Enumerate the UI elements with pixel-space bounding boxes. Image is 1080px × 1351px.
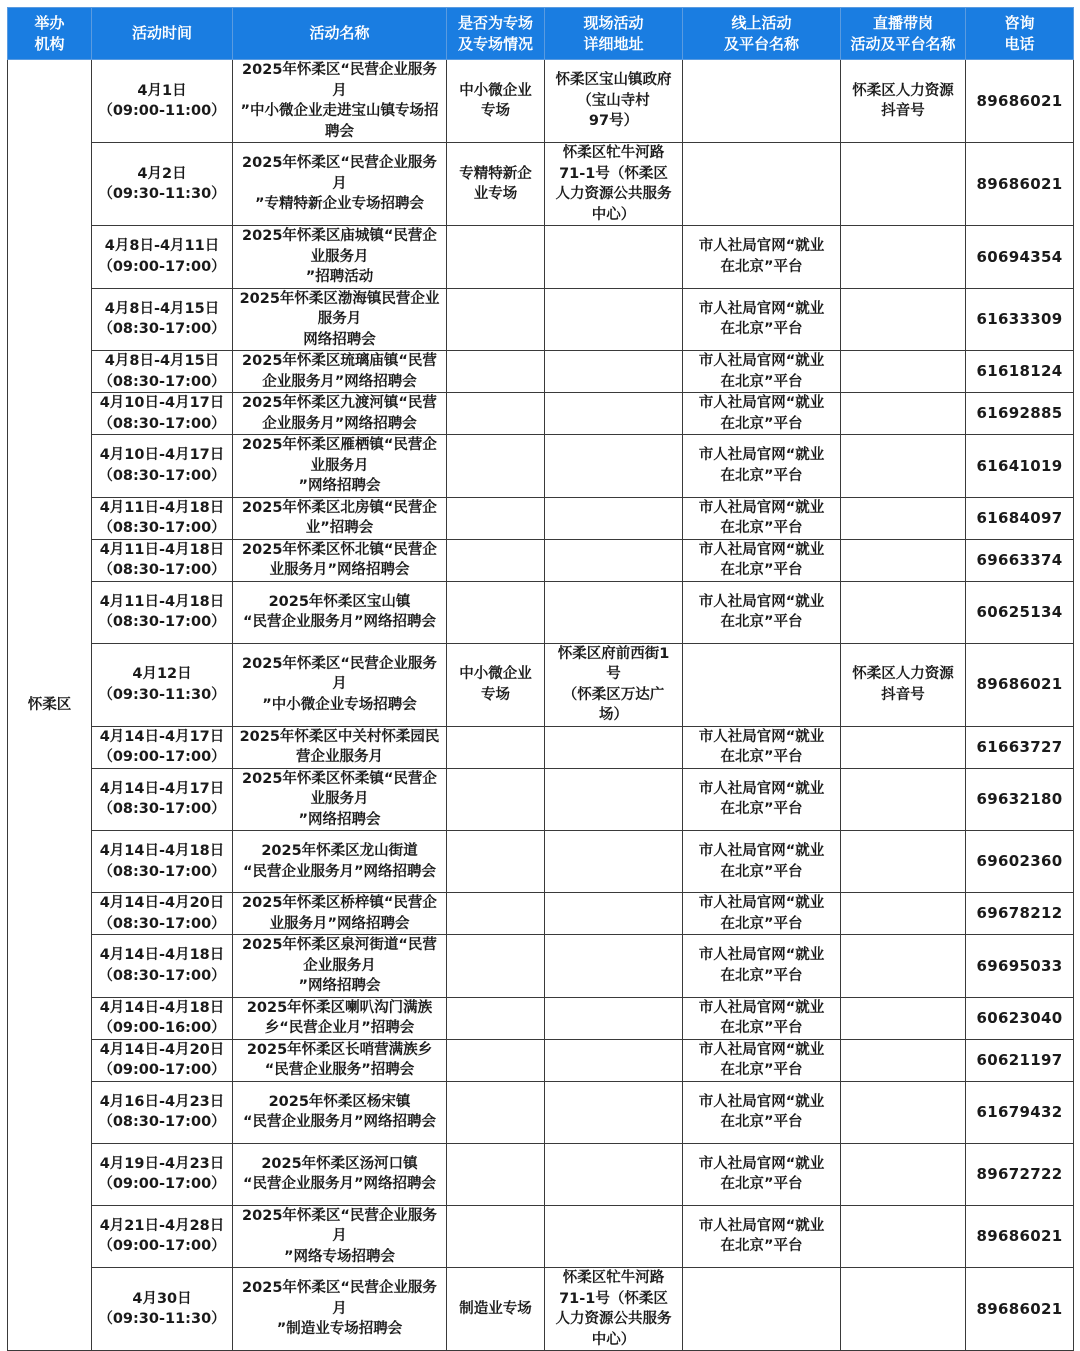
time-cell: 4月30日 （09:30-11:30）: [92, 1268, 233, 1351]
activity-name-cell: 2025年怀柔区桥梓镇“民营企业服务月”网络招聘会: [233, 893, 447, 935]
online-platform-cell: 市人社局官网“就业 在北京”平台: [683, 351, 841, 393]
online-platform-cell: 市人社局官网“就业 在北京”平台: [683, 1039, 841, 1081]
special-cell: [447, 768, 545, 831]
live-platform-cell: [841, 288, 966, 351]
special-cell: [447, 393, 545, 435]
address-cell: [545, 1081, 683, 1143]
special-cell: [447, 935, 545, 998]
online-platform-cell: 市人社局官网“就业 在北京”平台: [683, 935, 841, 998]
header-time: 活动时间: [92, 8, 233, 60]
phone-cell: 69663374: [966, 539, 1074, 581]
time-cell: 4月16日-4月23日 （08:30-17:00）: [92, 1081, 233, 1143]
activity-name-cell: 2025年怀柔区北房镇“民营企业”招聘会: [233, 497, 447, 539]
online-platform-cell: [683, 60, 841, 143]
time-cell: 4月11日-4月18日 （08:30-17:00）: [92, 581, 233, 643]
phone-cell: 61679432: [966, 1081, 1074, 1143]
online-platform-cell: 市人社局官网“就业 在北京”平台: [683, 435, 841, 498]
address-cell: [545, 768, 683, 831]
time-cell: 4月11日-4月18日 （08:30-17:00）: [92, 539, 233, 581]
address-cell: [545, 1143, 683, 1205]
online-platform-cell: 市人社局官网“就业 在北京”平台: [683, 539, 841, 581]
table-row: [8, 288, 1074, 351]
time-cell: 4月14日-4月17日 （09:00-17:00）: [92, 726, 233, 768]
table-body: [8, 60, 1074, 1351]
live-platform-cell: [841, 935, 966, 998]
online-platform-cell: 市人社局官网“就业 在北京”平台: [683, 997, 841, 1039]
special-cell: [447, 1081, 545, 1143]
online-platform-cell: 市人社局官网“就业 在北京”平台: [683, 288, 841, 351]
table-row: [8, 643, 1074, 726]
activity-name-cell: 2025年怀柔区长哨营满族乡 “民营企业服务”招聘会: [233, 1039, 447, 1081]
activity-name-cell: 2025年怀柔区杨宋镇 “民营企业服务月”网络招聘会: [233, 1081, 447, 1143]
special-cell: [447, 1039, 545, 1081]
address-cell: [545, 226, 683, 289]
table-row: [8, 1205, 1074, 1268]
address-cell: [545, 1205, 683, 1268]
address-cell: 怀柔区府前西街1 号 （怀柔区万达广 场）: [545, 643, 683, 726]
phone-cell: 61684097: [966, 497, 1074, 539]
special-cell: [447, 893, 545, 935]
address-cell: 怀柔区宝山镇政府 （宝山寺村 97号）: [545, 60, 683, 143]
time-cell: 4月10日-4月17日 （08:30-17:00）: [92, 393, 233, 435]
address-cell: [545, 997, 683, 1039]
activity-name-cell: 2025年怀柔区九渡河镇“民营企业服务月”网络招聘会: [233, 393, 447, 435]
activity-name-cell: 2025年怀柔区喇叭沟门满族乡“民营企业月”招聘会: [233, 997, 447, 1039]
address-cell: [545, 393, 683, 435]
time-cell: 4月14日-4月20日 （09:00-17:00）: [92, 1039, 233, 1081]
time-cell: 4月8日-4月15日 （08:30-17:00）: [92, 351, 233, 393]
activity-name-cell: 2025年怀柔区“民营企业服务月 ”中小微企业走进宝山镇专场招聘会: [233, 60, 447, 143]
table-row: [8, 539, 1074, 581]
special-cell: 制造业专场: [447, 1268, 545, 1351]
address-cell: [545, 288, 683, 351]
live-platform-cell: [841, 539, 966, 581]
live-platform-cell: [841, 1143, 966, 1205]
live-platform-cell: [841, 226, 966, 289]
time-cell: 4月21日-4月28日 （09:00-17:00）: [92, 1205, 233, 1268]
activity-name-cell: 2025年怀柔区渤海镇民营企业服务月 网络招聘会: [233, 288, 447, 351]
activity-name-cell: 2025年怀柔区泉河街道“民营企业服务月 ”网络招聘会: [233, 935, 447, 998]
table-row: [8, 893, 1074, 935]
time-cell: 4月19日-4月23日 （09:00-17:00）: [92, 1143, 233, 1205]
address-cell: [545, 497, 683, 539]
phone-cell: 60694354: [966, 226, 1074, 289]
activity-name-cell: 2025年怀柔区宝山镇 “民营企业服务月”网络招聘会: [233, 581, 447, 643]
phone-cell: 60623040: [966, 997, 1074, 1039]
special-cell: [447, 288, 545, 351]
phone-cell: 60625134: [966, 581, 1074, 643]
address-cell: [545, 351, 683, 393]
live-platform-cell: 怀柔区人力资源 抖音号: [841, 643, 966, 726]
live-platform-cell: [841, 351, 966, 393]
activity-name-cell: 2025年怀柔区琉璃庙镇“民营企业服务月”网络招聘会: [233, 351, 447, 393]
online-platform-cell: 市人社局官网“就业 在北京”平台: [683, 393, 841, 435]
special-cell: [447, 831, 545, 893]
table-row: [8, 351, 1074, 393]
online-platform-cell: 市人社局官网“就业 在北京”平台: [683, 1143, 841, 1205]
time-cell: 4月2日 （09:30-11:30）: [92, 143, 233, 226]
live-platform-cell: 怀柔区人力资源 抖音号: [841, 60, 966, 143]
special-cell: [447, 997, 545, 1039]
table-row: [8, 997, 1074, 1039]
header-online: 线上活动 及平台名称: [683, 8, 841, 60]
online-platform-cell: 市人社局官网“就业 在北京”平台: [683, 893, 841, 935]
special-cell: [447, 539, 545, 581]
phone-cell: 61618124: [966, 351, 1074, 393]
phone-cell: 61663727: [966, 726, 1074, 768]
special-cell: 中小微企业 专场: [447, 643, 545, 726]
activity-name-cell: 2025年怀柔区“民营企业服务月 ”网络专场招聘会: [233, 1205, 447, 1268]
live-platform-cell: [841, 581, 966, 643]
header-live: 直播带岗 活动及平台名称: [841, 8, 966, 60]
phone-cell: 69678212: [966, 893, 1074, 935]
address-cell: [545, 726, 683, 768]
live-platform-cell: [841, 435, 966, 498]
phone-cell: 89686021: [966, 643, 1074, 726]
time-cell: 4月14日-4月18日 （09:00-16:00）: [92, 997, 233, 1039]
live-platform-cell: [841, 831, 966, 893]
online-platform-cell: 市人社局官网“就业 在北京”平台: [683, 1081, 841, 1143]
live-platform-cell: [841, 893, 966, 935]
activity-name-cell: 2025年怀柔区龙山街道 “民营企业服务月”网络招聘会: [233, 831, 447, 893]
live-platform-cell: [841, 1039, 966, 1081]
special-cell: [447, 1143, 545, 1205]
special-cell: [447, 435, 545, 498]
header-row: [8, 8, 1074, 60]
special-cell: [447, 497, 545, 539]
organizer-cell: 怀柔区: [8, 60, 92, 1351]
online-platform-cell: [683, 643, 841, 726]
header-address: 现场活动 详细地址: [545, 8, 683, 60]
activity-name-cell: 2025年怀柔区“民营企业服务月 ”中小微企业专场招聘会: [233, 643, 447, 726]
phone-cell: 89686021: [966, 60, 1074, 143]
header-phone: 咨询 电话: [966, 8, 1074, 60]
phone-cell: 89686021: [966, 1205, 1074, 1268]
address-cell: [545, 893, 683, 935]
phone-cell: 61692885: [966, 393, 1074, 435]
special-cell: [447, 226, 545, 289]
online-platform-cell: 市人社局官网“就业 在北京”平台: [683, 497, 841, 539]
activity-name-cell: 2025年怀柔区汤河口镇 “民营企业服务月”网络招聘会: [233, 1143, 447, 1205]
activity-name-cell: 2025年怀柔区庙城镇“民营企业服务月 ”招聘活动: [233, 226, 447, 289]
table-row: [8, 143, 1074, 226]
live-platform-cell: [841, 768, 966, 831]
table-row: [8, 1268, 1074, 1351]
header-special: 是否为专场 及专场情况: [447, 8, 545, 60]
time-cell: 4月10日-4月17日 （08:30-17:00）: [92, 435, 233, 498]
job-fair-schedule-table: [7, 7, 1074, 1351]
table-row: [8, 726, 1074, 768]
live-platform-cell: [841, 1081, 966, 1143]
activity-name-cell: 2025年怀柔区“民营企业服务月 ”专精特新企业专场招聘会: [233, 143, 447, 226]
table-row: [8, 393, 1074, 435]
live-platform-cell: [841, 497, 966, 539]
special-cell: [447, 581, 545, 643]
address-cell: [545, 539, 683, 581]
time-cell: 4月1日 （09:00-11:00）: [92, 60, 233, 143]
table-row: [8, 768, 1074, 831]
time-cell: 4月11日-4月18日 （08:30-17:00）: [92, 497, 233, 539]
time-cell: 4月14日-4月17日 （08:30-17:00）: [92, 768, 233, 831]
special-cell: [447, 1205, 545, 1268]
phone-cell: 89686021: [966, 143, 1074, 226]
phone-cell: 69695033: [966, 935, 1074, 998]
table-row: [8, 935, 1074, 998]
header-organizer: 举办 机构: [8, 8, 92, 60]
online-platform-cell: [683, 143, 841, 226]
table-row: [8, 435, 1074, 498]
online-platform-cell: 市人社局官网“就业 在北京”平台: [683, 726, 841, 768]
activity-name-cell: 2025年怀柔区怀柔镇“民营企业服务月 ”网络招聘会: [233, 768, 447, 831]
phone-cell: 89672722: [966, 1143, 1074, 1205]
activity-name-cell: 2025年怀柔区雁栖镇“民营企业服务月 ”网络招聘会: [233, 435, 447, 498]
online-platform-cell: 市人社局官网“就业 在北京”平台: [683, 1205, 841, 1268]
table-row: [8, 497, 1074, 539]
phone-cell: 89686021: [966, 1268, 1074, 1351]
table-row: [8, 60, 1074, 143]
live-platform-cell: [841, 1205, 966, 1268]
live-platform-cell: [841, 726, 966, 768]
time-cell: 4月12日 （09:30-11:30）: [92, 643, 233, 726]
activity-name-cell: 2025年怀柔区怀北镇“民营企业服务月”网络招聘会: [233, 539, 447, 581]
online-platform-cell: 市人社局官网“就业 在北京”平台: [683, 831, 841, 893]
activity-name-cell: 2025年怀柔区中关村怀柔园民营企业服务月: [233, 726, 447, 768]
table-row: [8, 1081, 1074, 1143]
time-cell: 4月8日-4月11日 （09:00-17:00）: [92, 226, 233, 289]
activity-name-cell: 2025年怀柔区“民营企业服务月 ”制造业专场招聘会: [233, 1268, 447, 1351]
table-row: [8, 831, 1074, 893]
table-row: [8, 581, 1074, 643]
phone-cell: 61633309: [966, 288, 1074, 351]
live-platform-cell: [841, 1268, 966, 1351]
special-cell: 专精特新企 业专场: [447, 143, 545, 226]
schedule-sheet: [7, 7, 1074, 1351]
address-cell: 怀柔区牤牛河路 71-1号（怀柔区 人力资源公共服务 中心）: [545, 143, 683, 226]
phone-cell: 61641019: [966, 435, 1074, 498]
live-platform-cell: [841, 143, 966, 226]
special-cell: [447, 726, 545, 768]
header-name: 活动名称: [233, 8, 447, 60]
online-platform-cell: 市人社局官网“就业 在北京”平台: [683, 226, 841, 289]
phone-cell: 69632180: [966, 768, 1074, 831]
address-cell: [545, 831, 683, 893]
time-cell: 4月14日-4月18日 （08:30-17:00）: [92, 935, 233, 998]
phone-cell: 60621197: [966, 1039, 1074, 1081]
special-cell: [447, 351, 545, 393]
online-platform-cell: [683, 1268, 841, 1351]
table-row: [8, 1039, 1074, 1081]
address-cell: [545, 935, 683, 998]
time-cell: 4月14日-4月18日 （08:30-17:00）: [92, 831, 233, 893]
special-cell: 中小微企业 专场: [447, 60, 545, 143]
online-platform-cell: 市人社局官网“就业 在北京”平台: [683, 768, 841, 831]
time-cell: 4月14日-4月20日 （08:30-17:00）: [92, 893, 233, 935]
phone-cell: 69602360: [966, 831, 1074, 893]
table-row: [8, 226, 1074, 289]
time-cell: 4月8日-4月15日 （08:30-17:00）: [92, 288, 233, 351]
address-cell: 怀柔区牤牛河路 71-1号（怀柔区 人力资源公共服务 中心）: [545, 1268, 683, 1351]
live-platform-cell: [841, 997, 966, 1039]
live-platform-cell: [841, 393, 966, 435]
address-cell: [545, 581, 683, 643]
table-row: [8, 1143, 1074, 1205]
address-cell: [545, 435, 683, 498]
address-cell: [545, 1039, 683, 1081]
online-platform-cell: 市人社局官网“就业 在北京”平台: [683, 581, 841, 643]
